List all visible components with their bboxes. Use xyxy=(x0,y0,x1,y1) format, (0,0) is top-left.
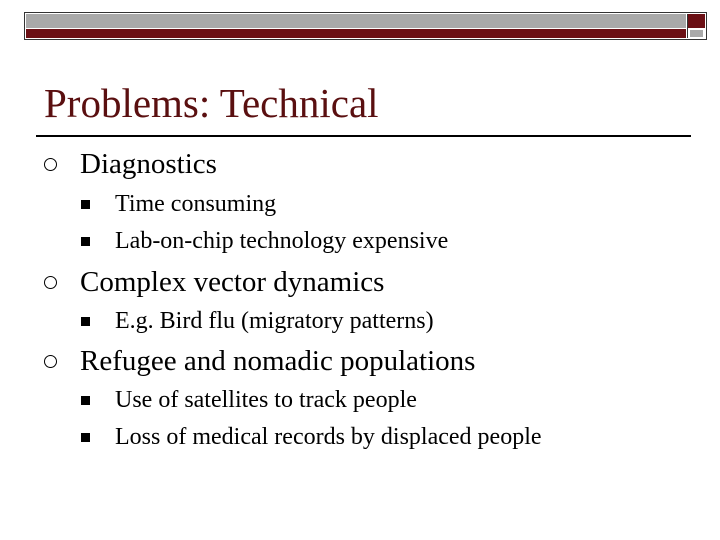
bullet-text: Complex vector dynamics xyxy=(80,266,385,298)
hollow-circle-icon xyxy=(44,276,57,289)
filled-square-icon xyxy=(81,317,90,326)
hollow-circle-icon xyxy=(44,158,57,171)
header-decoration-red-band xyxy=(26,29,686,38)
hollow-circle-icon xyxy=(44,355,57,368)
header-decoration-gray-band xyxy=(26,14,686,28)
header-decoration-corner-red xyxy=(688,14,705,28)
header-decoration-corner-gray xyxy=(690,30,703,37)
filled-square-icon xyxy=(81,396,90,405)
subbullet-text: Lab-on-chip technology expensive xyxy=(115,228,449,254)
filled-square-icon xyxy=(81,200,90,209)
subbullet-text: E.g. Bird flu (migratory patterns) xyxy=(115,308,434,334)
bullet-text: Refugee and nomadic populations xyxy=(80,345,476,377)
bullet-text: Diagnostics xyxy=(80,148,217,180)
subbullet-text: Loss of medical records by displaced people xyxy=(115,424,542,450)
title-underline xyxy=(36,135,691,137)
filled-square-icon xyxy=(81,237,90,246)
subbullet-text: Use of satellites to track people xyxy=(115,387,417,413)
subbullet-text: Time consuming xyxy=(115,191,277,217)
slide-title: Problems: Technical xyxy=(44,80,379,126)
filled-square-icon xyxy=(81,433,90,442)
